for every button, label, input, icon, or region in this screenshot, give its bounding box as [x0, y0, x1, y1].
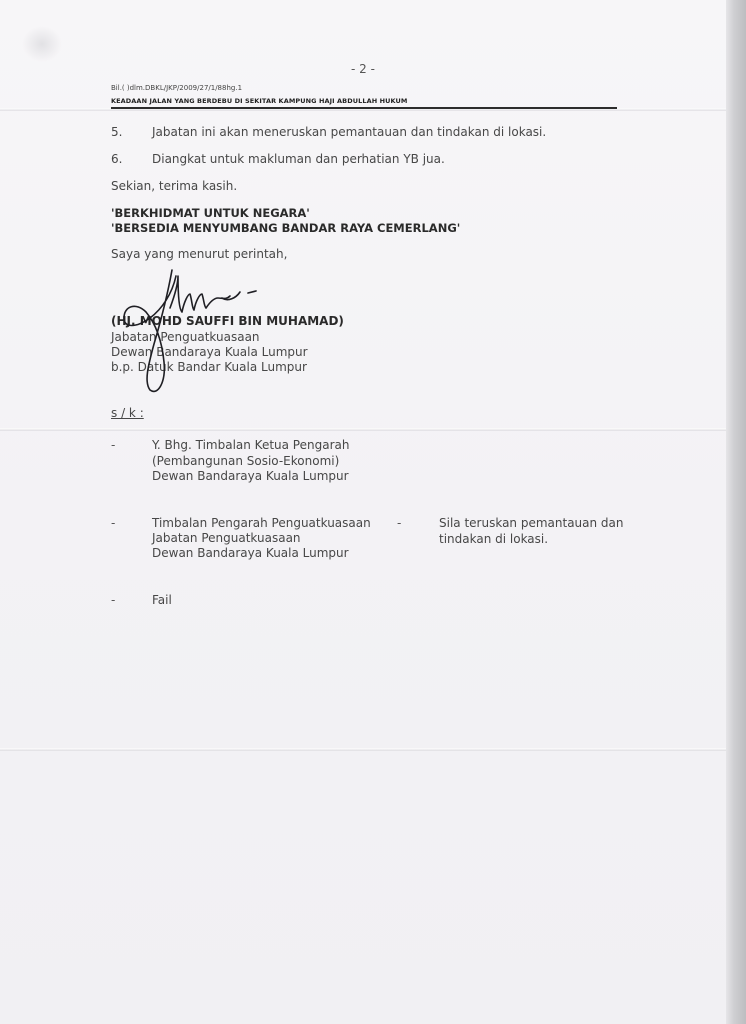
subject-underline [111, 107, 617, 109]
item-number: 5. [111, 125, 123, 139]
signatory-behalf: b.p. Datuk Bandar Kuala Lumpur [111, 360, 307, 374]
cc-dash: - [111, 438, 116, 452]
cc-dash: - [111, 593, 116, 607]
signatory-name: (HJ. MOHD SAUFFI BIN MUHAMAD) [111, 314, 344, 328]
scanner-edge [726, 0, 746, 1024]
signatory-department: Jabatan Penguatkuasaan [111, 330, 260, 344]
cc-recipient-line: Y. Bhg. Timbalan Ketua Pengarah [152, 438, 350, 452]
page-number: - 2 - [351, 62, 375, 76]
cc-dash: - [111, 516, 116, 530]
cc-recipient-line: Timbalan Pengarah Penguatkuasaan [152, 516, 371, 530]
item-text: Diangkat untuk makluman dan perhatian YB jua. [152, 152, 445, 166]
cc-note-dash: - [397, 516, 402, 530]
handwritten-signature [110, 262, 270, 397]
subject-line: KEADAAN JALAN YANG BERDEBU DI SEKITAR KAMPUNG HAJI ABDULLAH HUKUM [111, 97, 408, 105]
cc-recipient-line: Jabatan Penguatkuasaan [152, 531, 301, 545]
fold-line [0, 748, 726, 751]
cc-recipient-line: Dewan Bandaraya Kuala Lumpur [152, 469, 349, 483]
motto-line: 'BERSEDIA MENYUMBANG BANDAR RAYA CEMERLANG' [111, 221, 461, 235]
paper-smudge [22, 26, 62, 62]
item-number: 6. [111, 152, 123, 166]
fold-line [0, 428, 726, 431]
cc-note-line: tindakan di lokasi. [439, 532, 549, 546]
salutation: Saya yang menurut perintah, [111, 247, 288, 261]
item-text: Jabatan ini akan meneruskan pemantauan dan tindakan di lokasi. [152, 125, 547, 139]
cc-note-line: Sila teruskan pemantauan dan [439, 516, 624, 530]
cc-recipient-line: Dewan Bandaraya Kuala Lumpur [152, 546, 349, 560]
signatory-organisation: Dewan Bandaraya Kuala Lumpur [111, 345, 308, 359]
cc-recipient-line: (Pembangunan Sosio-Ekonomi) [152, 454, 340, 468]
motto-line: 'BERKHIDMAT UNTUK NEGARA' [111, 206, 310, 220]
closing-text: Sekian, terima kasih. [111, 179, 238, 193]
reference-number: Bil.( )dlm.DBKL/JKP/2009/27/1/88hg.1 [111, 84, 243, 92]
cc-recipient-line: Fail [152, 593, 172, 607]
cc-label: s / k : [111, 406, 144, 420]
